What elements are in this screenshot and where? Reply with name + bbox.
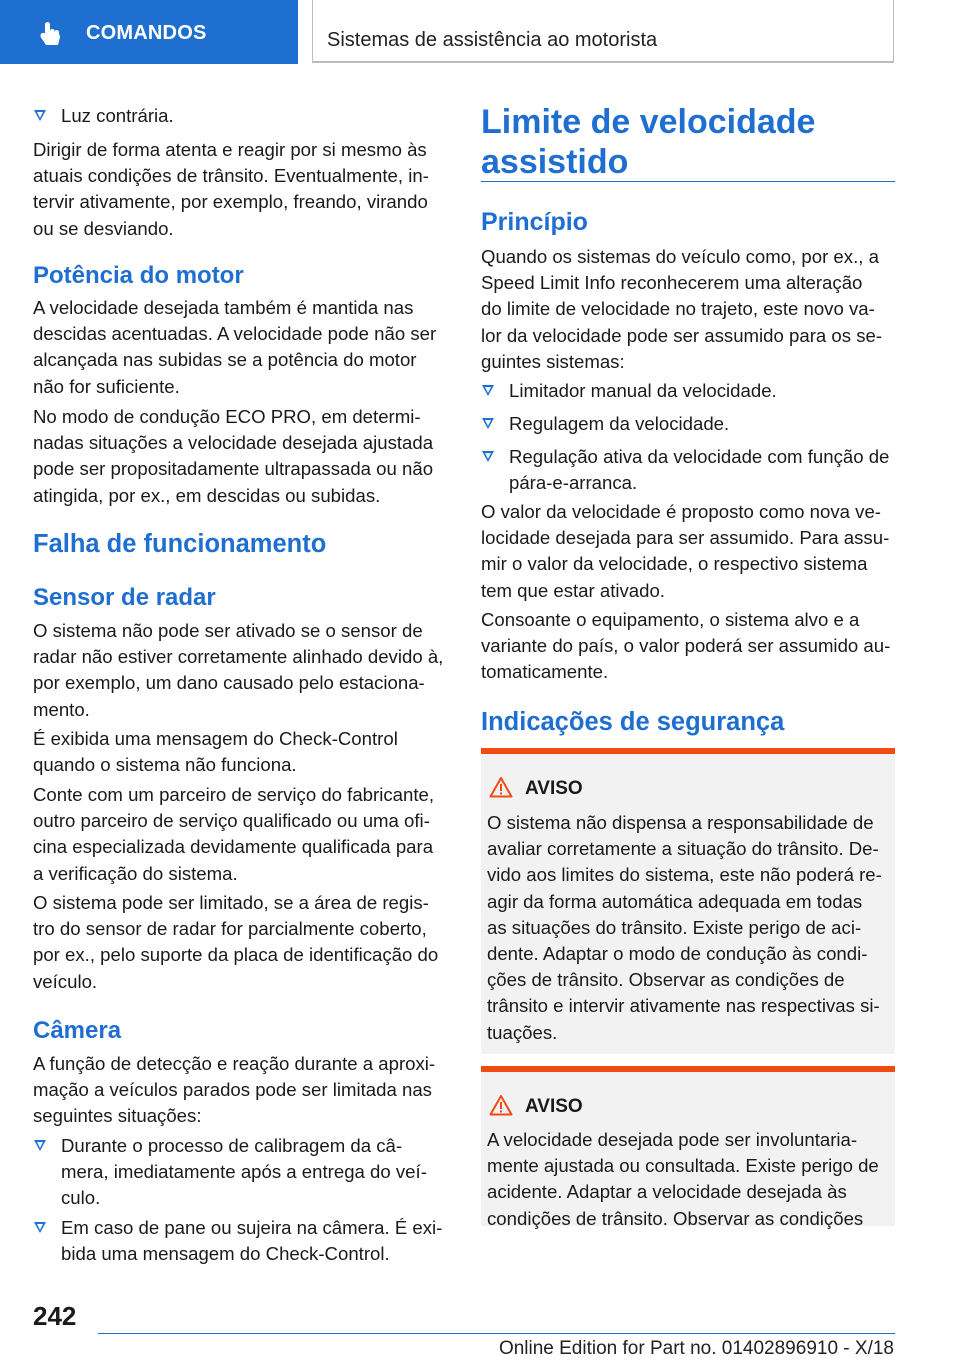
triangle-bullet-icon	[34, 1222, 46, 1233]
warning-bar	[481, 1066, 895, 1072]
heading-sensor-radar: Sensor de radar	[33, 584, 216, 611]
section-title: Sistemas de assistência ao motorista	[327, 29, 658, 51]
triangle-bullet-icon	[34, 110, 46, 121]
footer-rule	[98, 1333, 895, 1334]
paragraph: A velocidade desejada também é mantida nas descidas acentuadas. A velocidade pode não ser alcançada nas subidas se a potência do motor não for suficiente.	[33, 297, 437, 397]
warning-title: AVISO	[525, 778, 583, 799]
heading-falha-funcionamento: Falha de funcionamento	[33, 530, 327, 558]
hand-pointer-icon	[36, 20, 64, 48]
triangle-bullet-icon	[482, 385, 494, 396]
list-item: Regulação ativa da velocidade com função de pára-e-arranca.	[481, 444, 895, 496]
warning-bar	[481, 748, 895, 754]
paragraph: Quando os sistemas do veículo como, por ex., a Speed Limit Info reconhecerem uma alteração do limite de velocidade no trajeto, este novo va‐ lor da velocidade pode ser assumido para os se‐ guintes sistemas:	[481, 246, 883, 372]
page-number: 242	[33, 1301, 77, 1331]
paragraph: É exibida uma mensagem do Check-Control quando o sistema não funciona.	[33, 728, 398, 776]
footer-edition: Online Edition for Part no. 01402896910 - X/18	[498, 1338, 894, 1359]
heading-camera: Câmera	[33, 1017, 122, 1044]
warning-box	[481, 748, 895, 1054]
list-item: Durante o processo de calibragem da câ‐ mera, imediatamente após a entrega do veí‐ culo.	[33, 1133, 448, 1212]
triangle-bullet-icon	[482, 451, 494, 462]
warning-text: O sistema não dispensa a responsabilidade de avaliar corretamente a situação do trânsito. De‐ vido aos limites do sistema, este não poderá re‐ agir da forma automática adequada em todas as situações do trânsito. Existe perigo de aci‐ dente. Adaptar o modo de condução às condi‐ ções de trânsito. Observar as condições de trânsito e intervir ativamente nas respectivas si‐ tuações.	[487, 812, 882, 1043]
heading-indicacoes-seguranca: Indicações de segurança	[481, 708, 785, 736]
heading-potencia-motor: Potência do motor	[33, 262, 244, 289]
paragraph: Dirigir de forma atenta e reagir por si mesmo às atuais condições de trânsito. Eventualmente, in‐ tervir ativamente, por exemplo, freando, virando ou se desviando.	[33, 139, 429, 239]
list-item: Limitador manual da velocidade.	[481, 378, 895, 404]
paragraph: Consoante o equipamento, o sistema alvo e a variante do país, o valor poderá ser assumido au‐ tomaticamente.	[481, 609, 891, 683]
list-item: Luz contrária.	[33, 103, 448, 129]
list-item: Regulagem da velocidade.	[481, 411, 895, 437]
triangle-bullet-icon	[34, 1140, 46, 1151]
header-section	[312, 0, 894, 63]
warning-box	[481, 1066, 895, 1229]
warning-text: A velocidade desejada pode ser involuntaria‐ mente ajustada ou consultada. Existe perigo de acidente. Adaptar a velocidade desejada às condições de trânsito. Observar as condições	[487, 1129, 879, 1229]
triangle-bullet-icon	[482, 418, 494, 429]
warning-title: AVISO	[525, 1096, 583, 1117]
paragraph: O sistema não pode ser ativado se o sensor de radar não estiver corretamente alinhado devido à, por exemplo, um dano causado pelo estaciona‐ mento.	[33, 620, 444, 720]
paragraph: O sistema pode ser limitado, se a área de regis‐ tro do sensor de radar for parcialmente coberto, por ex., pelo suporte da placa de identificação do veículo.	[33, 892, 439, 992]
header-tab-comandos[interactable]	[0, 0, 298, 64]
header-tab-label: COMANDOS	[86, 22, 207, 44]
warning-triangle-icon	[489, 776, 513, 798]
heading-principio: Princípio	[481, 208, 588, 236]
paragraph: A função de detecção e reação durante a aproxi‐ mação a veículos parados pode ser limitada nas seguintes situações:	[33, 1053, 436, 1127]
paragraph: Conte com um parceiro de serviço do fabricante, outro parceiro de serviço qualificado ou uma ofi‐ cina especializada devidamente qualificada para a verificação do sistema.	[33, 784, 434, 884]
warning-triangle-icon	[489, 1094, 513, 1116]
paragraph: O valor da velocidade é proposto como nova ve‐ locidade desejada para ser assumido. Para assu‐ mir o valor da velocidade, o respectivo sistema tem que estar ativado.	[481, 501, 890, 601]
paragraph: No modo de condução ECO PRO, em determi‐ nadas situações a velocidade desejada ajustada pode ser propositadamente ultrapassada ou não atingida, por ex., em descidas ou subidas.	[33, 406, 434, 506]
list-item: Em caso de pane ou sujeira na câmera. É exi‐ bida uma mensagem do Check-Control.	[33, 1215, 448, 1267]
heading-limite-velocidade: Limite de velocidade assistido	[481, 103, 816, 181]
heading-rule	[481, 181, 895, 182]
